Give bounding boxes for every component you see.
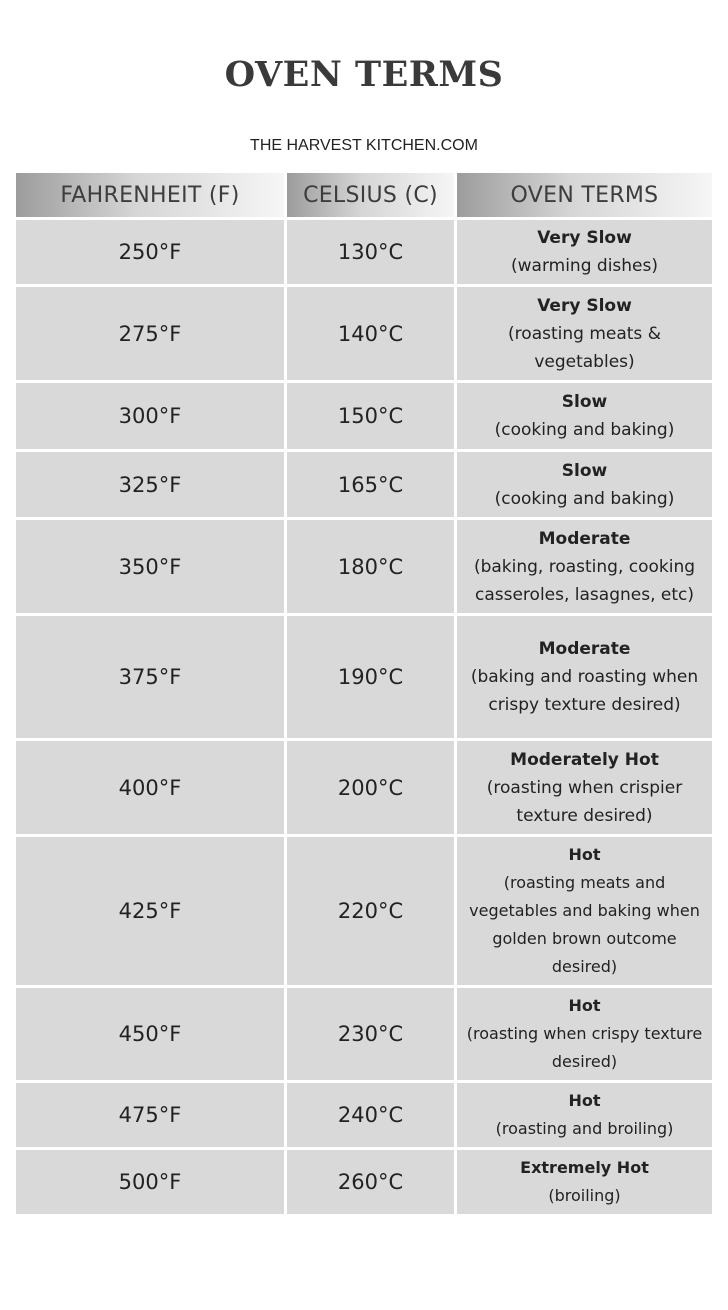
term-name: Hot [568, 1091, 601, 1110]
celsius-cell: 230°C [287, 988, 454, 1080]
fahrenheit-cell: 450°F [16, 988, 284, 1080]
table-row [16, 741, 712, 834]
term-name: Extremely Hot [520, 1158, 649, 1177]
celsius-cell: 220°C [287, 837, 454, 985]
term-name: Moderate [538, 639, 631, 659]
term-name: Slow [561, 460, 608, 481]
term-name: Very Slow [537, 295, 632, 316]
table-row [16, 287, 712, 380]
term-description: (cooking and baking) [494, 420, 675, 440]
term-name: Hot [568, 996, 601, 1015]
term-description: (broiling) [548, 1186, 621, 1205]
table-row [16, 616, 712, 738]
term-name: Hot [568, 845, 601, 864]
table-row [16, 1150, 712, 1214]
table-row [16, 520, 712, 613]
table-row [16, 452, 712, 517]
table-row [16, 988, 712, 1080]
term-description: (roasting and broiling) [495, 1119, 674, 1138]
oven-terms-table [13, 170, 715, 1217]
oven-term-cell [457, 287, 712, 380]
term-description: (roasting when crispy texture desired) [466, 1024, 703, 1071]
table-row [16, 383, 712, 449]
term-name: Moderate [538, 528, 631, 549]
celsius-cell: 190°C [287, 616, 454, 738]
oven-term-cell [457, 616, 712, 738]
header-fahrenheit: FAHRENHEIT (F) [16, 173, 284, 217]
fahrenheit-cell: 325°F [16, 452, 284, 517]
celsius-cell: 140°C [287, 287, 454, 380]
site-name: THE HARVEST KITCHEN.COM [250, 137, 478, 154]
fahrenheit-cell: 300°F [16, 383, 284, 449]
fahrenheit-cell: 400°F [16, 741, 284, 834]
celsius-cell: 260°C [287, 1150, 454, 1214]
term-description: (roasting when crispier texture desired) [486, 777, 683, 826]
header-celsius: CELSIUS (C) [287, 173, 454, 217]
header-oven-terms: OVEN TERMS [457, 173, 712, 217]
fahrenheit-cell: 375°F [16, 616, 284, 738]
term-description: (warming dishes) [511, 256, 658, 276]
table-row [16, 1083, 712, 1147]
celsius-cell: 180°C [287, 520, 454, 613]
oven-term-cell [457, 837, 712, 985]
term-description: (cooking and baking) [494, 488, 675, 509]
oven-term-cell [457, 220, 712, 284]
oven-term-cell [457, 988, 712, 1080]
celsius-cell: 200°C [287, 741, 454, 834]
celsius-cell: 240°C [287, 1083, 454, 1147]
oven-term-cell [457, 1150, 712, 1214]
table-row [16, 220, 712, 284]
table-row [16, 837, 712, 985]
oven-term-cell [457, 741, 712, 834]
oven-term-cell [457, 1083, 712, 1147]
term-description: (roasting meats & vegetables) [508, 323, 661, 372]
fahrenheit-cell: 275°F [16, 287, 284, 380]
celsius-cell: 150°C [287, 383, 454, 449]
oven-term-cell [457, 520, 712, 613]
fahrenheit-cell: 425°F [16, 837, 284, 985]
term-description: (roasting meats and vegetables and baking when golden brown outcome desired) [469, 873, 700, 976]
celsius-cell: 165°C [287, 452, 454, 517]
fahrenheit-cell: 350°F [16, 520, 284, 613]
celsius-cell: 130°C [287, 220, 454, 284]
term-description: (baking and roasting when crispy texture desired) [470, 667, 699, 715]
table-header-row [16, 173, 712, 217]
term-name: Slow [561, 392, 608, 412]
term-name: Moderately Hot [510, 749, 659, 770]
term-description: (baking, roasting, cooking casseroles, lasagnes, etc) [473, 556, 696, 605]
oven-term-cell [457, 383, 712, 449]
fahrenheit-cell: 250°F [16, 220, 284, 284]
fahrenheit-cell: 475°F [16, 1083, 284, 1147]
fahrenheit-cell: 500°F [16, 1150, 284, 1214]
page-title: OVEN TERMS [224, 54, 504, 95]
oven-term-cell [457, 452, 712, 517]
term-name: Very Slow [537, 228, 632, 248]
